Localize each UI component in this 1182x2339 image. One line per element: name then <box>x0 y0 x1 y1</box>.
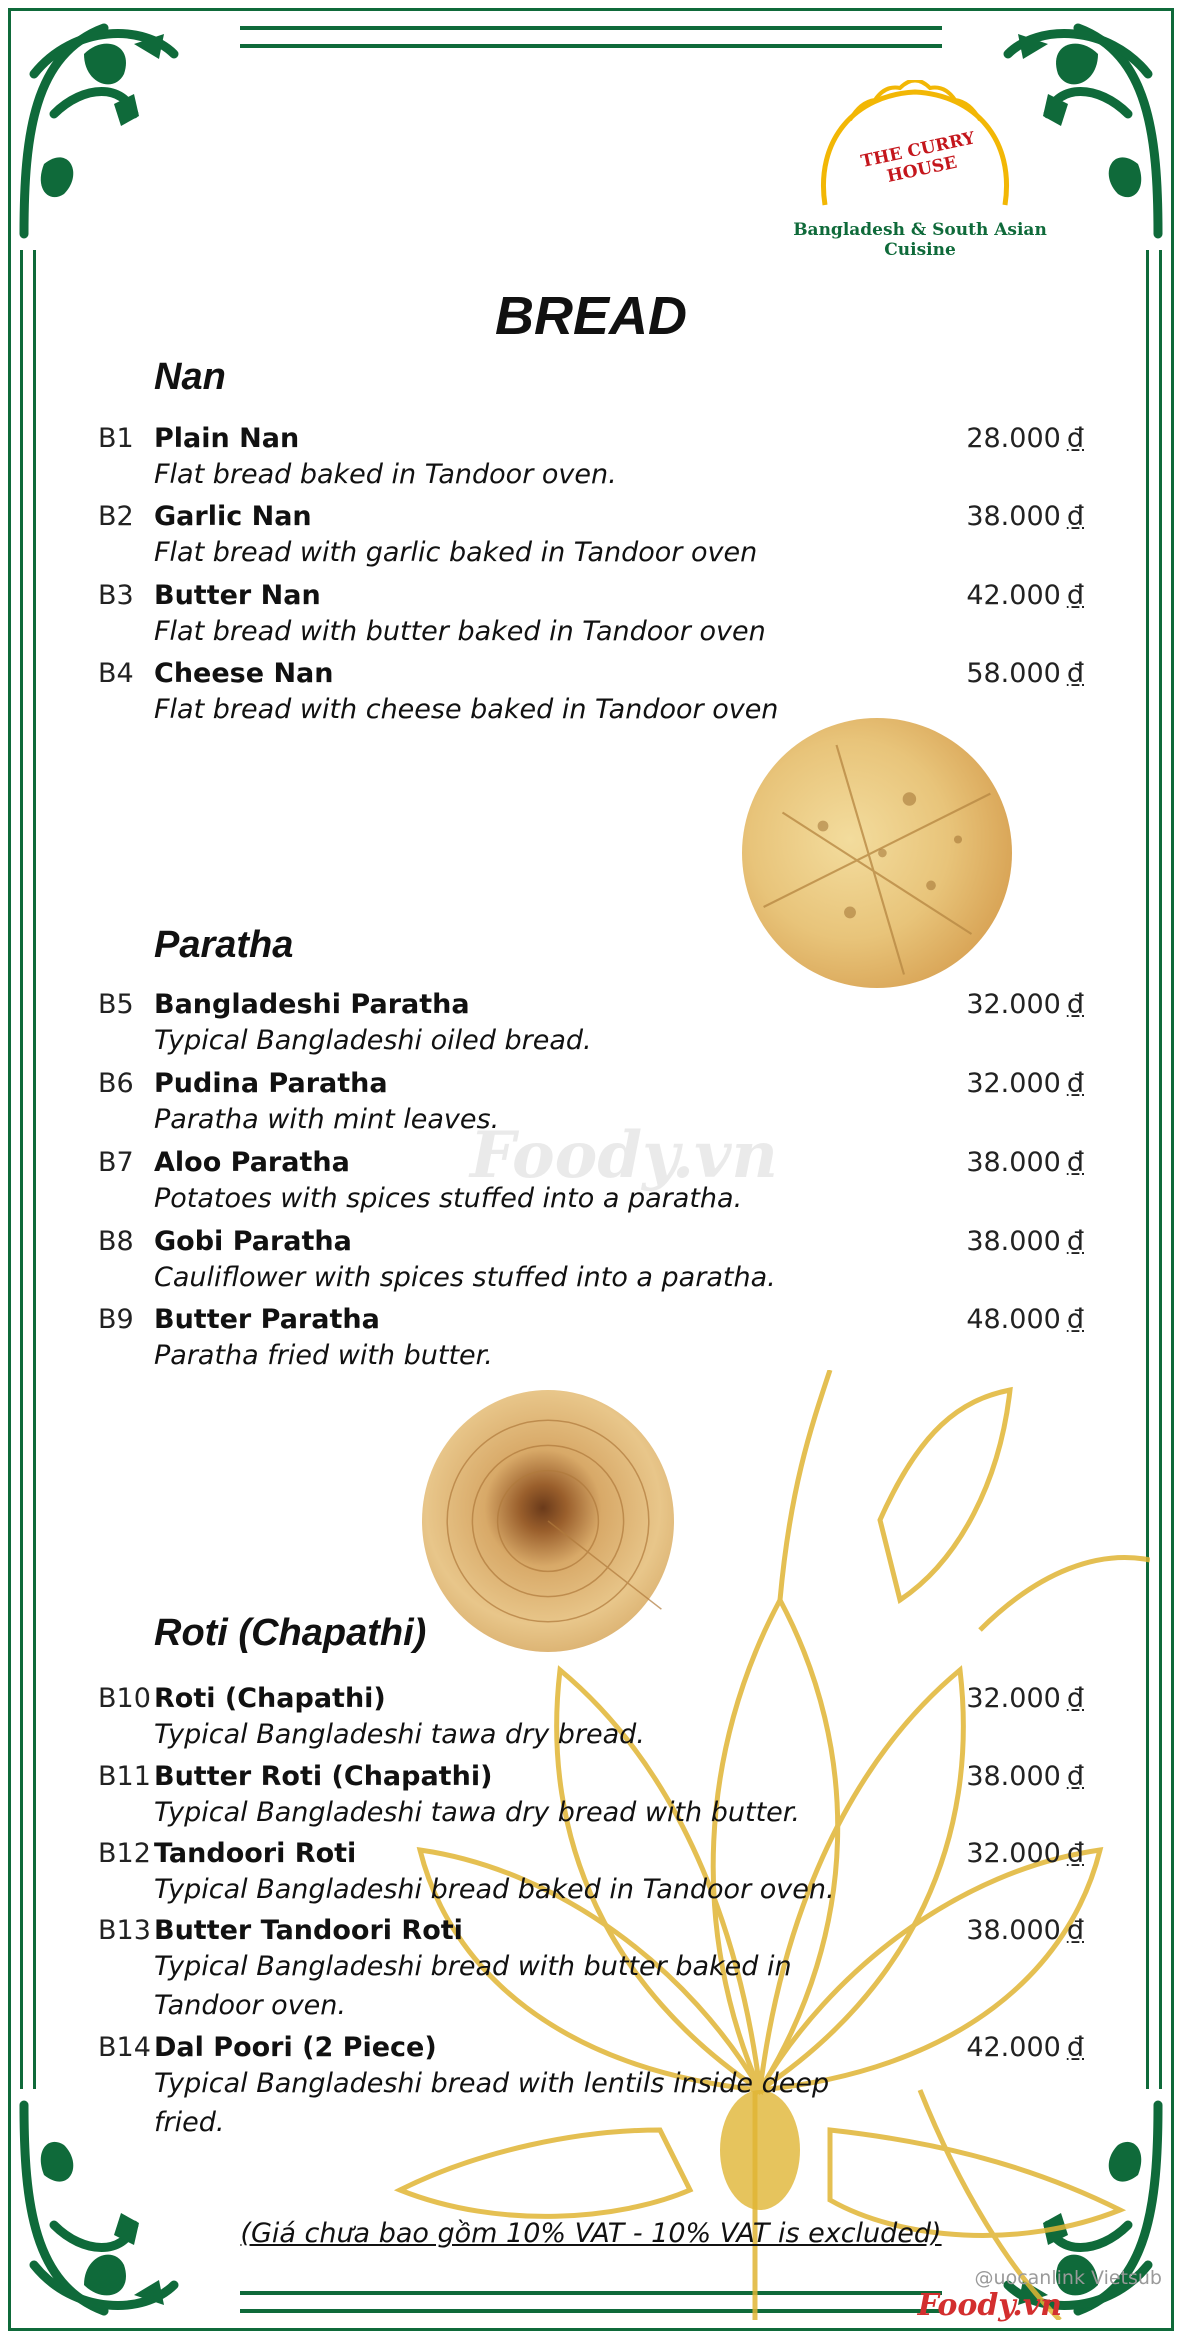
item-price <box>966 1915 1084 1946</box>
item-description: Flat bread with butter baked in Tandoor oven <box>154 616 766 647</box>
item-description: Typical Bangladeshi bread with lentils inside deep fried. <box>154 2068 830 2138</box>
currency-symbol: ₫ <box>1066 501 1084 532</box>
item-price <box>966 658 1084 689</box>
price-value: 28.000 <box>966 423 1061 454</box>
item-price <box>966 580 1084 611</box>
item-code: B5 <box>98 989 134 1020</box>
item-price <box>966 1838 1084 1869</box>
price-value: 32.000 <box>966 1068 1061 1099</box>
item-code: B7 <box>98 1147 134 1178</box>
item-description: Flat bread with cheese baked in Tandoor oven <box>154 694 779 725</box>
item-description: Flat bread with garlic baked in Tandoor oven <box>154 537 758 568</box>
item-description: Typical Bangladeshi bread baked in Tandoor oven. <box>154 1874 835 1905</box>
currency-symbol: ₫ <box>1066 1838 1084 1869</box>
item-code: B3 <box>98 580 134 611</box>
item-code: B6 <box>98 1068 134 1099</box>
item-price <box>966 1226 1084 1257</box>
page-title: BREAD <box>494 286 687 346</box>
item-code: B4 <box>98 658 134 689</box>
price-value: 48.000 <box>966 1304 1061 1335</box>
item-code: B1 <box>98 423 134 454</box>
item-name: Butter Tandoori Roti <box>154 1915 463 1946</box>
paratha-photo <box>422 1390 674 1652</box>
item-description: Cauliflower with spices stuffed into a paratha. <box>154 1262 776 1293</box>
currency-symbol: ₫ <box>1066 1761 1084 1792</box>
currency-symbol: ₫ <box>1066 1915 1084 1946</box>
price-value: 42.000 <box>966 580 1061 611</box>
item-description: Typical Bangladeshi oiled bread. <box>154 1025 592 1056</box>
item-description: Typical Bangladeshi tawa dry bread with butter. <box>154 1797 800 1828</box>
item-code: B8 <box>98 1226 134 1257</box>
item-code: B9 <box>98 1304 134 1335</box>
price-value: 32.000 <box>966 1838 1061 1869</box>
item-name: Butter Nan <box>154 580 321 611</box>
item-name: Cheese Nan <box>154 658 334 689</box>
currency-symbol: ₫ <box>1066 989 1084 1020</box>
brand-logo <box>760 80 1080 260</box>
section-title-roti: Roti (Chapathi) <box>154 1612 427 1654</box>
currency-symbol: ₫ <box>1066 658 1084 689</box>
brand-tagline: Bangladesh & South Asian Cuisine <box>793 220 1047 260</box>
item-code: B10 <box>98 1683 151 1714</box>
item-price <box>966 1147 1084 1178</box>
currency-symbol: ₫ <box>1066 1147 1084 1178</box>
item-price <box>966 501 1084 532</box>
price-value: 32.000 <box>966 1683 1061 1714</box>
item-name: Gobi Paratha <box>154 1226 352 1257</box>
item-code: B12 <box>98 1838 151 1869</box>
item-price <box>966 1761 1084 1792</box>
currency-symbol: ₫ <box>1066 580 1084 611</box>
currency-symbol: ₫ <box>1066 1068 1084 1099</box>
item-price <box>966 423 1084 454</box>
currency-symbol: ₫ <box>1066 2032 1084 2063</box>
currency-symbol: ₫ <box>1066 423 1084 454</box>
brand-name: THE CURRY HOUSE <box>859 128 977 187</box>
item-name: Garlic Nan <box>154 501 312 532</box>
price-value: 38.000 <box>966 1226 1061 1257</box>
watermark-center: Foody.vn <box>470 1118 778 1193</box>
item-name: Butter Roti (Chapathi) <box>154 1761 493 1792</box>
left-border-bar <box>20 250 36 2089</box>
item-name: Roti (Chapathi) <box>154 1683 386 1714</box>
currency-symbol: ₫ <box>1066 1226 1084 1257</box>
price-value: 38.000 <box>966 1915 1061 1946</box>
currency-symbol: ₫ <box>1066 1304 1084 1335</box>
currency-symbol: ₫ <box>1066 1683 1084 1714</box>
item-name: Butter Paratha <box>154 1304 380 1335</box>
item-price <box>966 989 1084 1020</box>
price-value: 38.000 <box>966 1147 1061 1178</box>
item-name: Plain Nan <box>154 423 300 454</box>
item-description: Paratha with mint leaves. <box>154 1104 500 1135</box>
item-description: Typical Bangladeshi tawa dry bread. <box>154 1719 645 1750</box>
item-code: B11 <box>98 1761 151 1792</box>
item-code: B2 <box>98 501 134 532</box>
item-code: B14 <box>98 2032 151 2063</box>
item-name: Bangladeshi Paratha <box>154 989 470 1020</box>
corner-ornament-top-left <box>14 14 184 244</box>
price-value: 38.000 <box>966 501 1061 532</box>
item-name: Dal Poori (2 Piece) <box>154 2032 437 2063</box>
item-description: Paratha fried with butter. <box>154 1340 493 1371</box>
watermark-logo: Foody.vn <box>917 2288 1062 2323</box>
item-description: Flat bread baked in Tandoor oven. <box>154 459 617 490</box>
top-border-bar <box>240 26 942 48</box>
price-value: 58.000 <box>966 658 1061 689</box>
item-description: Typical Bangladeshi bread with butter baked in Tandoor oven. <box>154 1951 792 2021</box>
price-value: 38.000 <box>966 1761 1061 1792</box>
vat-note: (Giá chưa bao gồm 10% VAT - 10% VAT is excluded) <box>240 2218 942 2249</box>
item-price <box>966 1304 1084 1335</box>
section-title-nan: Nan <box>154 356 226 398</box>
price-value: 32.000 <box>966 989 1061 1020</box>
item-name: Aloo Paratha <box>154 1147 350 1178</box>
item-code: B13 <box>98 1915 151 1946</box>
item-price <box>966 1068 1084 1099</box>
nan-photo <box>742 718 1012 988</box>
watermark-credit: @uocanlink Vietsub <box>974 2267 1162 2289</box>
item-name: Pudina Paratha <box>154 1068 388 1099</box>
nan-cut-lines <box>742 718 1012 988</box>
paratha-swirl-lines <box>422 1390 674 1652</box>
price-value: 42.000 <box>966 2032 1061 2063</box>
item-price <box>966 2032 1084 2063</box>
item-description: Potatoes with spices stuffed into a paratha. <box>154 1183 743 1214</box>
item-name: Tandoori Roti <box>154 1838 357 1869</box>
section-title-paratha: Paratha <box>154 924 294 966</box>
item-price <box>966 1683 1084 1714</box>
